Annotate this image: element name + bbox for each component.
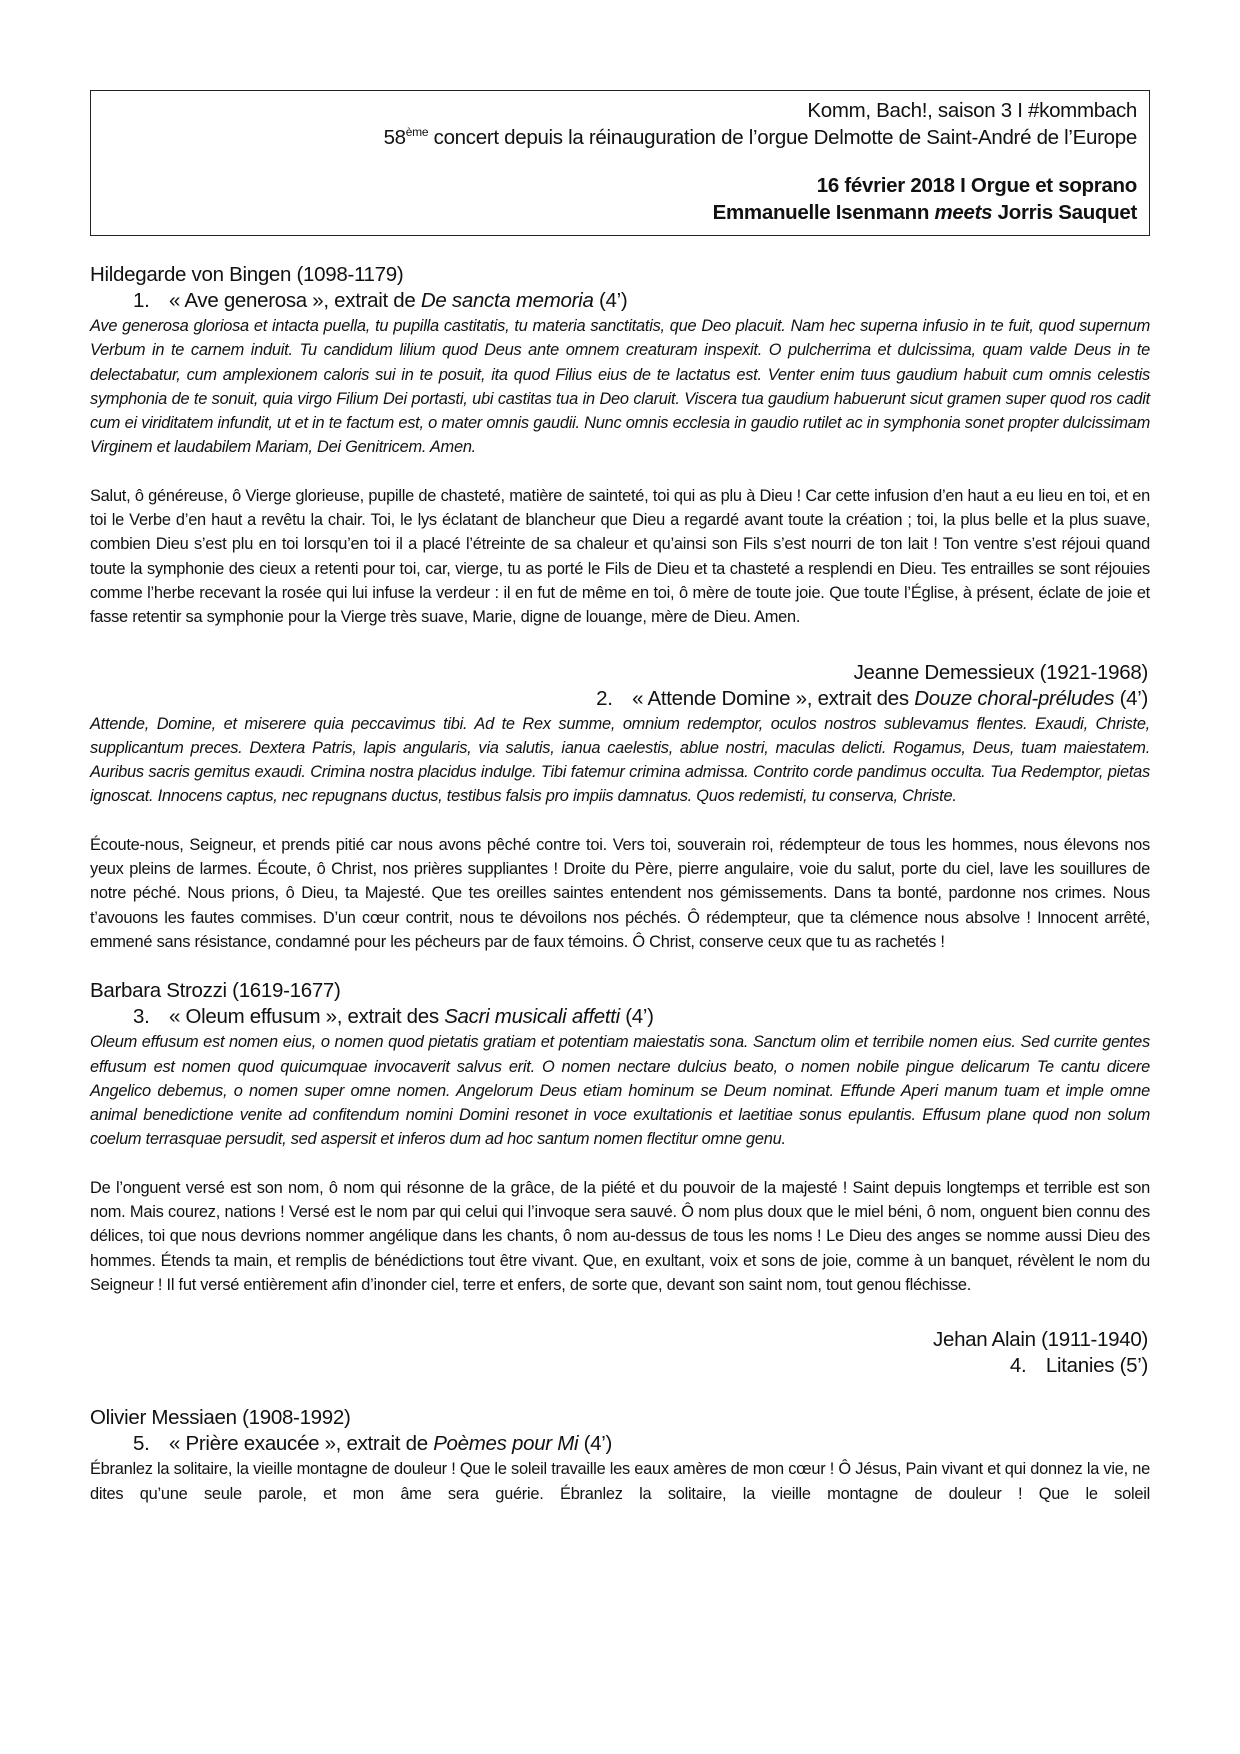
piece-5 — [90, 1405, 1150, 1506]
work-duration: (4’) — [1114, 686, 1148, 710]
work-source: De sancta memoria — [420, 289, 594, 312]
work-title-text: « Oleum effusum », extrait des — [169, 1005, 445, 1029]
composer-name: Jeanne Demessieux (1921-1968) — [853, 660, 1148, 684]
piece-2 — [90, 660, 1150, 955]
meets-word: meets — [934, 201, 993, 224]
french-text: Ébranlez la solitaire, la vieille montagne de douleur ! Que le soleil travaille les eaux amères de mon cœur ! Ô Jésus, Pain vivant et qui donnez la vie, ne dites qu’une seule parole, et mon âme sera guérie. Ébranlez la solitaire, la vieille montagne de douleur ! Que le soleil — [90, 1460, 1150, 1503]
work-source: Sacri musicali affetti — [444, 1005, 620, 1029]
piece-1 — [90, 262, 1150, 630]
date-line: 16 février 2018 I Orgue et soprano — [816, 174, 1137, 197]
work-title-text: « Ave generosa », extrait de — [169, 289, 421, 312]
work-source: Douze choral-préludes — [914, 686, 1115, 710]
concert-header-box — [90, 90, 1150, 236]
work-duration: (4’) — [593, 289, 628, 312]
latin-text: Ave generosa gloriosa et intacta puella, tu pupilla castitatis, tu materia sanctitatis, que Deo placuit. Nam hec superna infusio in te fuit, quod supernum Verbum in te carnem induit. Tu candidum lilium quod Deus ante omnem creaturam inspexit. O pulcherrima et dulcissima, quam valde Deus in te delectabatur, cum amplexionem caloris sui in te posuit, ita quod Filius eius de te lactatus est. Venter enim tuus gaudium habuit cum omnis celestis symphonia de te sonuit, quia virgo Filium Dei portasti, ubi castitas tua in Deo claruit. Viscera tua gaudium habuerunt sicut gramen super quod ros cadit cum ei viriditatem infundit, ut et in te factum est, o mater omnis gaudii. Nunc omnis ecclesia in gaudio rutilet ac in symphonia sonet propter dulcissimam Virginem et laudabilem Mariam, Dei Genitricem. Amen. — [90, 317, 1150, 457]
work-title-text: « Prière exaucée », extrait de — [169, 1432, 434, 1456]
work-number: 3. — [133, 1005, 150, 1029]
work-title-text: « Attende Domine », extrait des — [632, 686, 915, 710]
work-number: 1. — [133, 289, 150, 312]
series-line: Komm, Bach!, saison 3 I #kommbach — [807, 99, 1137, 122]
performer-2: Jorris Sauquet — [992, 201, 1137, 224]
piece-4 — [90, 1327, 1150, 1379]
work-source: Poèmes pour Mi — [433, 1432, 579, 1456]
performers-line — [103, 199, 1137, 226]
french-translation: De l’onguent versé est son nom, ô nom qui résonne de la grâce, de la piété et du pouvoir de la majesté ! Saint depuis longtemps et terrible est son nom. Mais courez, nations ! Versé est le nom par qui celui qui l’invoque sera sauvé. Ô nom plus doux que le miel béni, ô nom, onguent bien connu des délices, toi que nous devrions nommer angélique dans les chants, ô nom au-dessus de tous les noms ! Le Dieu des anges se nomme aussi Dieu des hommes. Étends ta main, et remplis de bénédictions tout être vivant. Que, en exultant, voix et sons de joie, comme à un banquet, révèlent le nom du Seigneur ! Il fut versé entièrement afin d’inonder ciel, terre et enfers, de sorte que, devant son saint nom, tout genou fléchisse. — [90, 1178, 1150, 1294]
concert-number: 58 — [383, 126, 406, 149]
ordinal-suffix: ème — [405, 125, 429, 140]
concert-description: concert depuis la réinauguration de l’orgue Delmotte de Saint-André de l’Europe — [428, 126, 1137, 149]
composer-name: Jehan Alain (1911-1940) — [933, 1328, 1148, 1352]
work-title — [90, 686, 1148, 712]
french-translation: Salut, ô généreuse, ô Vierge glorieuse, pupille de chasteté, matière de sainteté, toi qui as plu à Dieu ! Car cette infusion d’en haut a eu lieu en toi, et en toi le Verbe d’en haut a revêtu la chair. Toi, le lys éclatant de blancheur que Dieu a regardé avant toute la création ; toi, la plus belle et la plus suave, combien Dieu s’est plu en toi lorsqu’en toi il a placé l’étreinte de sa chaleur et qu’ainsi son Fils s’est nourri de ton lait ! Ton ventre s’est réjoui quand toute la symphonie des cieux a retenti pour toi, car, vierge, tu as porté le Fils de Dieu et ta chasteté a resplendi en Dieu. Tes entrailles se sont réjouies comme l’herbe recevant la rosée qui lui infuse la verdeur : il en fut de même en toi, ô mère de toute joie. Que toute l’Église, à présent, éclate de joie et fasse retentir sa symphonie pour la Vierge très suave, Marie, digne de louange, mère de Dieu. Amen. — [90, 486, 1150, 627]
composer-name: Hildegarde von Bingen (1098-1179) — [90, 263, 404, 286]
work-title — [90, 288, 1150, 314]
composer-name: Barbara Strozzi (1619-1677) — [90, 979, 341, 1003]
concert-number-line — [103, 124, 1137, 151]
work-title — [90, 1431, 1150, 1457]
work-title — [90, 1353, 1148, 1379]
work-title — [90, 1004, 1150, 1030]
french-translation: Écoute-nous, Seigneur, et prends pitié car nous avons pêché contre toi. Vers toi, souverain roi, rédempteur de tous les hommes, nous élevons nos yeux pleins de larmes. Écoute, ô Christ, nos prières suppliantes ! Droite du Père, pierre angulaire, voie du salut, porte du ciel, lave les souillures de notre péché. Nous prions, ô Dieu, ta Majesté. Que tes oreilles saintes entendent nos gémissements. Dans ta bonté, pardonne nos crimes. Nous t’avouons les fautes commises. D’un cœur contrit, nous te dévoilons nos péchés. Ô rédempteur, que ta clémence nous absolve ! Innocent arrêté, emmené sans résistance, condamné pour les pécheurs par de faux témoins. Ô Christ, conserve ceux que tu as rachetés ! — [90, 835, 1150, 951]
composer-name: Olivier Messiaen (1908-1992) — [90, 1406, 351, 1430]
latin-text: Oleum effusum est nomen eius, o nomen quod pietatis gratiam et potentiam maiestatis sona. Sanctum olim et terribile nomen eius. Sed currite gentes effusum est nomen quod quicumquae invocaverit salvus erit. O nomen nectare dulcius beato, o nomen nobile pingue delicarum Te cantu dicere Angelico debemus, o nomen super omne nomen. Angelorum Deus etiam hominum se Deum nominat. Effunde Aperi manum tuam et imple omne animal benedictione venite ad confitendum nomini Domini resonet in voce exultationis et laetitiae sonus epulantis. Effusum plane quod non solum coelum terrasquae persudit, sed aspersit et inferos dum ad hoc santum nomen flectitur omne genu. — [90, 1033, 1150, 1149]
performer-1: Emmanuelle Isenmann — [712, 201, 935, 224]
work-duration: (4’) — [578, 1432, 613, 1456]
piece-3 — [90, 978, 1150, 1297]
work-duration: (4’) — [619, 1005, 654, 1029]
work-number: 2. — [596, 686, 613, 710]
work-title-text: Litanies (5’) — [1045, 1354, 1148, 1378]
work-number: 5. — [133, 1432, 150, 1456]
document-page — [90, 90, 1150, 1506]
latin-text: Attende, Domine, et miserere quia peccavimus tibi. Ad te Rex summe, omnium redemptor, oculos nostros sublevamus flentes. Exaudi, Christe, supplicantum preces. Dextera Patris, lapis angularis, via salutis, ianua caelestis, ablue nostri, maculas delicti. Rogamus, Deus, tuam maiestatem. Auribus sacris gemitus exaudi. Crimina nostra placidus indulge. Tibi fatemur crimina admissa. Contrito corde pandimus occulta. Tua Redemptor, pietas ignoscat. Innocens captus, nec repugnans ductus, testibus falsis pro impiis damnatus. Quos redemisti, tu conserva, Christe. — [90, 714, 1150, 806]
work-number: 4. — [1009, 1354, 1027, 1378]
